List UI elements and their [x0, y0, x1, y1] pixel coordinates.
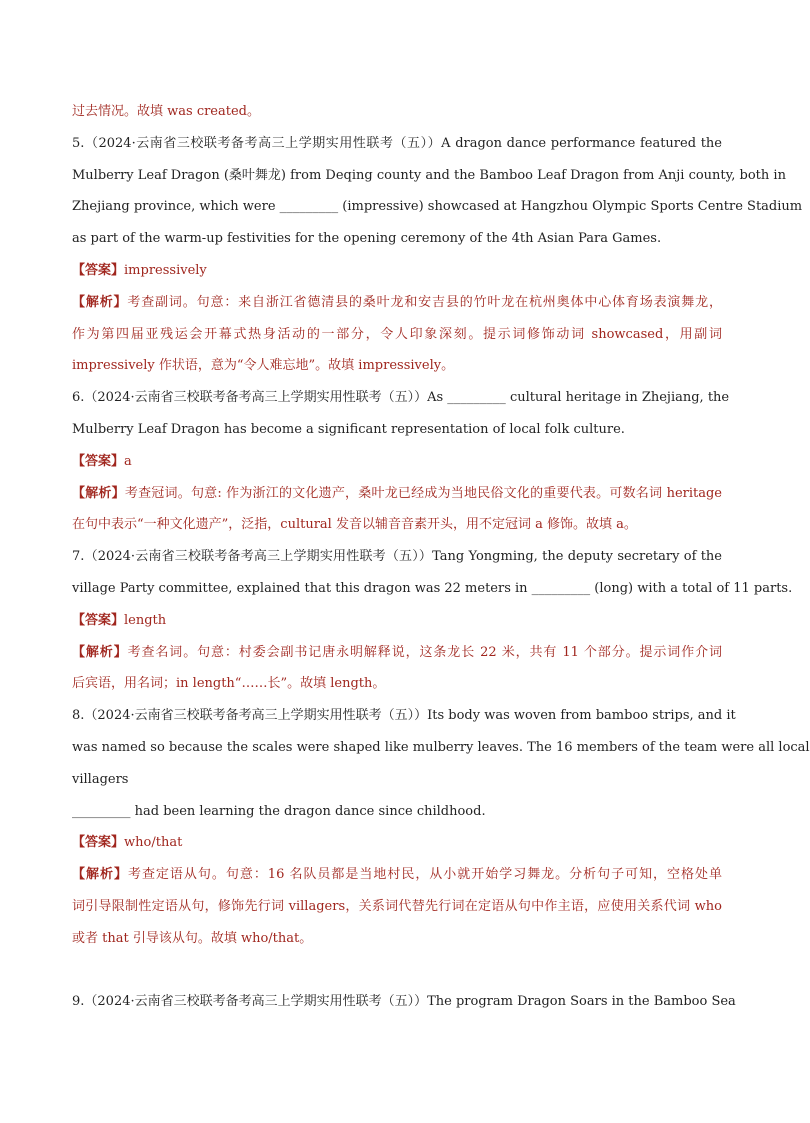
text-line	[72, 923, 722, 955]
text-line	[72, 637, 722, 669]
line-text: 考查定语从句。句意：16 名队员都是当地村民，从小就开始学习舞龙。分析句子可知，空格处单	[127, 867, 722, 883]
section-label: 【解析】	[72, 644, 128, 660]
text-line	[72, 382, 730, 414]
line-text: _________ had been learning the dragon dance since childhood.	[72, 803, 486, 819]
section-label: 【解析】	[72, 485, 125, 501]
text-line	[72, 319, 722, 351]
line-text: 词引导限制性定语从句，修饰先行词 villagers，关系词代替先行词在定语从句中作主语，应使用关系代词 who	[72, 898, 722, 914]
section-label: 【答案】	[72, 262, 125, 278]
document-page	[72, 96, 810, 1018]
text-line	[72, 796, 722, 828]
line-text: 考查冠词。句意: 作为浙江的文化遗产，桑叶龙已经成为当地民俗文化的重要代表。可数名词 heritage	[124, 485, 722, 501]
text-line	[72, 986, 736, 1018]
line-text: impressively	[124, 262, 207, 278]
text-line	[72, 96, 722, 128]
line-text: 6.（2024·云南省三校联考备考高三上学期实用性联考（五））As _________ cultural heritage in Zhejiang, the	[72, 390, 730, 406]
section-label: 【答案】	[72, 835, 125, 851]
line-text: impressively 作状语，意为“令人难忘地”。故填 impressively。	[72, 358, 455, 374]
line-text: villagers	[72, 771, 129, 787]
line-text: 5.（2024·云南省三校联考备考高三上学期实用性联考（五））A dragon dance performance featured the	[72, 135, 722, 151]
line-text: 过去情况。故填 was created。	[72, 104, 260, 119]
text-line	[72, 128, 722, 160]
text-line	[72, 573, 793, 605]
text-line	[72, 827, 722, 859]
line-text: who/that	[124, 835, 183, 851]
line-text: 或者 that 引导该从句。故填 who/that。	[72, 930, 313, 946]
line-text: was named so because the scales were shaped like mulberry leaves. The 16 members of the team were all local	[72, 739, 810, 755]
section-label: 【答案】	[72, 453, 125, 469]
line-text: Mulberry Leaf Dragon (桑叶舞龙) from Deqing county and the Bamboo Leaf Dragon from Anji county, both in	[72, 167, 786, 183]
line-text: 考查副词。句意：来自浙江省德清县的桑叶龙和安吉县的竹叶龙在杭州奥体中心体育场表演舞龙，	[127, 294, 722, 310]
text-line	[72, 255, 722, 287]
text-line	[72, 859, 722, 891]
section-label: 【解析】	[72, 867, 128, 883]
text-line	[72, 191, 803, 223]
text-line	[72, 764, 722, 796]
text-line	[72, 605, 722, 637]
line-text: 后宾语，用名词；in length“……长”。故填 length。	[72, 676, 386, 692]
text-line	[72, 223, 722, 255]
text-line	[72, 891, 722, 923]
line-text: as part of the warm-up festivities for the opening ceremony of the 4th Asian Para Games.	[72, 231, 662, 247]
line-text: Mulberry Leaf Dragon has become a significant representation of local folk culture.	[72, 421, 625, 437]
blank-line	[72, 955, 722, 987]
text-line	[72, 414, 722, 446]
line-text: 在句中表示“一种文化遗产”，泛指，cultural 发音以辅音音素开头，用不定冠词 a 修饰。故填 a。	[72, 517, 637, 533]
text-line	[72, 160, 786, 192]
text-line	[72, 509, 722, 541]
text-line	[72, 478, 722, 510]
line-text: 考查名词。句意：村委会副书记唐永明解释说，这条龙长 22 米，共有 11 个部分。提示词作介词	[127, 644, 722, 660]
text-line	[72, 446, 722, 478]
line-text: 9.（2024·云南省三校联考备考高三上学期实用性联考（五））The program Dragon Soars in the Bamboo Sea	[72, 994, 736, 1010]
line-text: Zhejiang province, which were _________ (impressive) showcased at Hangzhou Olympic Sports Centre Stadium	[72, 199, 803, 215]
section-label: 【答案】	[72, 612, 125, 628]
text-line	[72, 668, 722, 700]
line-text: 8.（2024·云南省三校联考备考高三上学期实用性联考（五））Its body was woven from bamboo strips, and it	[72, 708, 736, 724]
line-text: a	[124, 453, 132, 469]
text-line	[72, 700, 736, 732]
text-line	[72, 350, 722, 382]
text-line	[72, 732, 810, 764]
line-text: 作为第四届亚残运会开幕式热身活动的一部分，令人印象深刻。提示词修饰动词 showcased，用副词	[72, 326, 722, 342]
line-text: length	[124, 612, 167, 628]
text-line	[72, 541, 722, 573]
line-text: village Party committee, explained that this dragon was 22 meters in _________ (long) with a total of 11 parts.	[72, 580, 793, 596]
text-line	[72, 287, 722, 319]
line-text: 7.（2024·云南省三校联考备考高三上学期实用性联考（五））Tang Yongming, the deputy secretary of the	[72, 549, 722, 565]
section-label: 【解析】	[72, 294, 128, 310]
